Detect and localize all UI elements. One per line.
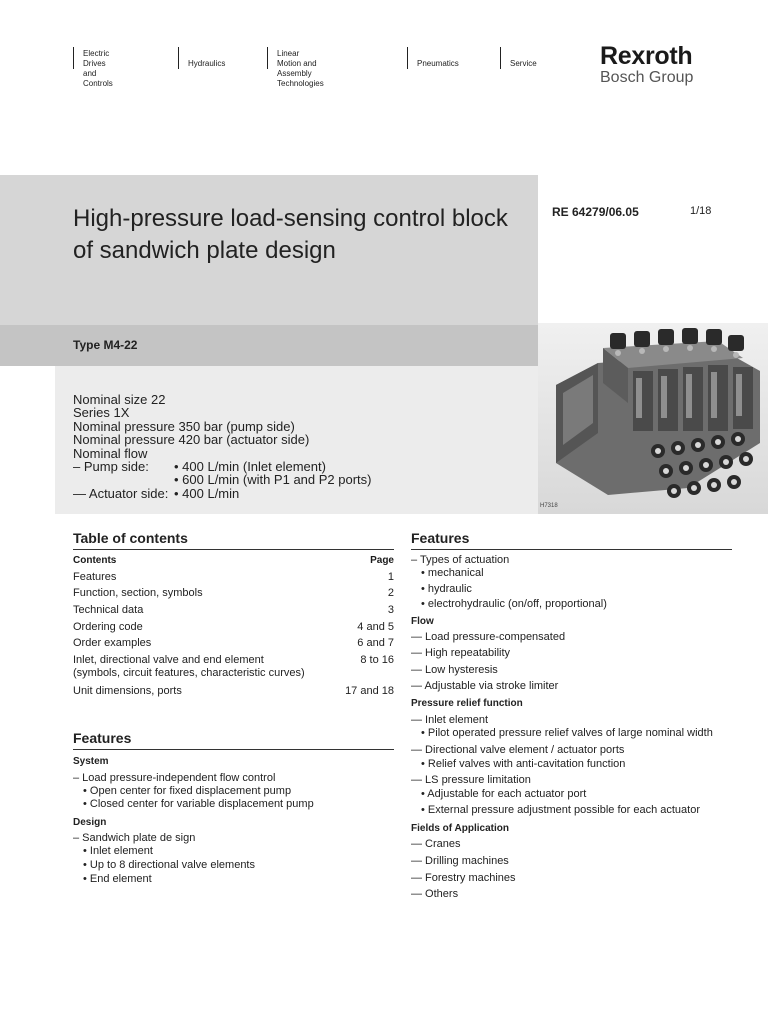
toc-row[interactable]: Technical data 3 [73,604,394,616]
features-left-title: Features [73,730,394,750]
spec-actuator-row [73,487,309,500]
toc-row[interactable]: Inlet, directional valve and end element (symbols, circuit features, characteristic curves) 8 to 16 [73,654,394,679]
spec-pump-value: • 400 L/min (Inlet element) [174,458,326,474]
brand-logo [600,43,693,86]
spec-pump-row [73,458,326,474]
list-item: — Drilling machines [411,855,509,867]
design-heading: Design [73,817,107,828]
page-number: 1/18 [690,205,712,217]
photo-caption: H7318 [540,503,558,509]
spec-actuator-value: • 400 L/min [174,485,240,501]
list-item: • hydraulic [421,583,472,595]
list-item: – Load pressure-independent flow control [73,772,276,784]
spec-line: Series 1X [73,405,130,421]
spec-line: Nominal size 22 [73,392,166,407]
features-right-title: Features [411,530,732,550]
toc-title: Table of contents [73,530,394,550]
document-title: High-pressure load-sensing control block of sandwich plate design [73,205,508,264]
list-item: • electrohydraulic (on/off, proportional) [421,598,607,610]
list-item: • External pressure adjustment possible for each actuator [421,804,700,816]
list-item: — Forestry machines [411,872,516,884]
list-item: – Sandwich plate de sign [73,832,196,844]
brand-name: Rexroth [600,42,693,70]
list-item: – Types of actuation [411,554,510,566]
list-item: — LS pressure limitation [411,774,531,786]
nav-linear-motion[interactable]: Linear Motion and Assembly Technologies [267,47,324,69]
spec-line: Nominal flow [73,445,148,461]
features-left-list [73,755,394,895]
list-item: • mechanical [421,567,484,579]
list-item: — Adjustable via stroke limiter [411,680,559,692]
list-item: • Relief valves with anti-cavitation function [421,758,626,770]
nav-electric-drives[interactable]: Electric Drives and Controls [73,47,113,69]
valve-block-illustration [538,323,768,514]
list-item: • Adjustable for each actuator port [421,788,587,800]
nav-hydraulics[interactable]: Hydraulics [178,47,225,69]
spec-line: Nominal pressure 350 bar (pump side) [73,418,295,434]
spec-block [73,392,372,501]
spec-pump-row [73,472,372,488]
toc-row[interactable]: Ordering code 4 and 5 [73,621,394,633]
toc-header [73,555,394,566]
toc-row[interactable]: Function, section, symbols 2 [73,587,394,599]
list-item: — Cranes [411,838,461,850]
list-item: • Up to 8 directional valve elements [83,859,255,871]
nav-service[interactable]: Service [500,47,537,69]
list-item: • Pilot operated pressure relief valves of large nominal width [421,727,713,739]
toc-row[interactable]: Unit dimensions, ports 17 and 18 [73,685,394,697]
list-item: — Inlet element [411,714,489,726]
list-item: — Low hysteresis [411,664,498,676]
spec-pump-label: – Pump side: [73,458,149,474]
fields-heading: Fields of Application [411,823,509,834]
list-item: • End element [83,873,152,885]
toc-row[interactable]: Features 1 [73,571,394,583]
type-label: Type M4-22 [73,338,138,352]
list-item: • Open center for fixed displacement pump [83,785,292,797]
relief-heading: Pressure relief function [411,698,523,709]
nav-pneumatics[interactable]: Pneumatics [407,47,459,69]
spec-actuator-label: — Actuator side: [73,485,169,501]
list-item: — Load pressure-compensated [411,631,566,643]
list-item: • Inlet element [83,845,153,857]
flow-heading: Flow [411,616,434,627]
spec-pump-value: • 600 L/min (with P1 and P2 ports) [174,472,372,488]
toc-col-contents: Contents [73,555,117,566]
document-number: RE 64279/06.05 [552,205,639,219]
brand-group: Bosch Group [600,69,694,86]
product-photo [538,323,768,514]
spec-line: Nominal pressure 420 bar (actuator side) [73,432,310,448]
list-item: • Closed center for variable displacement pump [83,798,314,810]
list-item: — Directional valve element / actuator ports [411,744,625,756]
list-item: — High repeatability [411,647,511,659]
list-item: — Others [411,888,459,900]
toc-row[interactable]: Order examples 6 and 7 [73,637,394,649]
system-heading: System [73,756,109,767]
toc-col-page: Page [370,555,394,566]
features-right-list [411,554,732,904]
